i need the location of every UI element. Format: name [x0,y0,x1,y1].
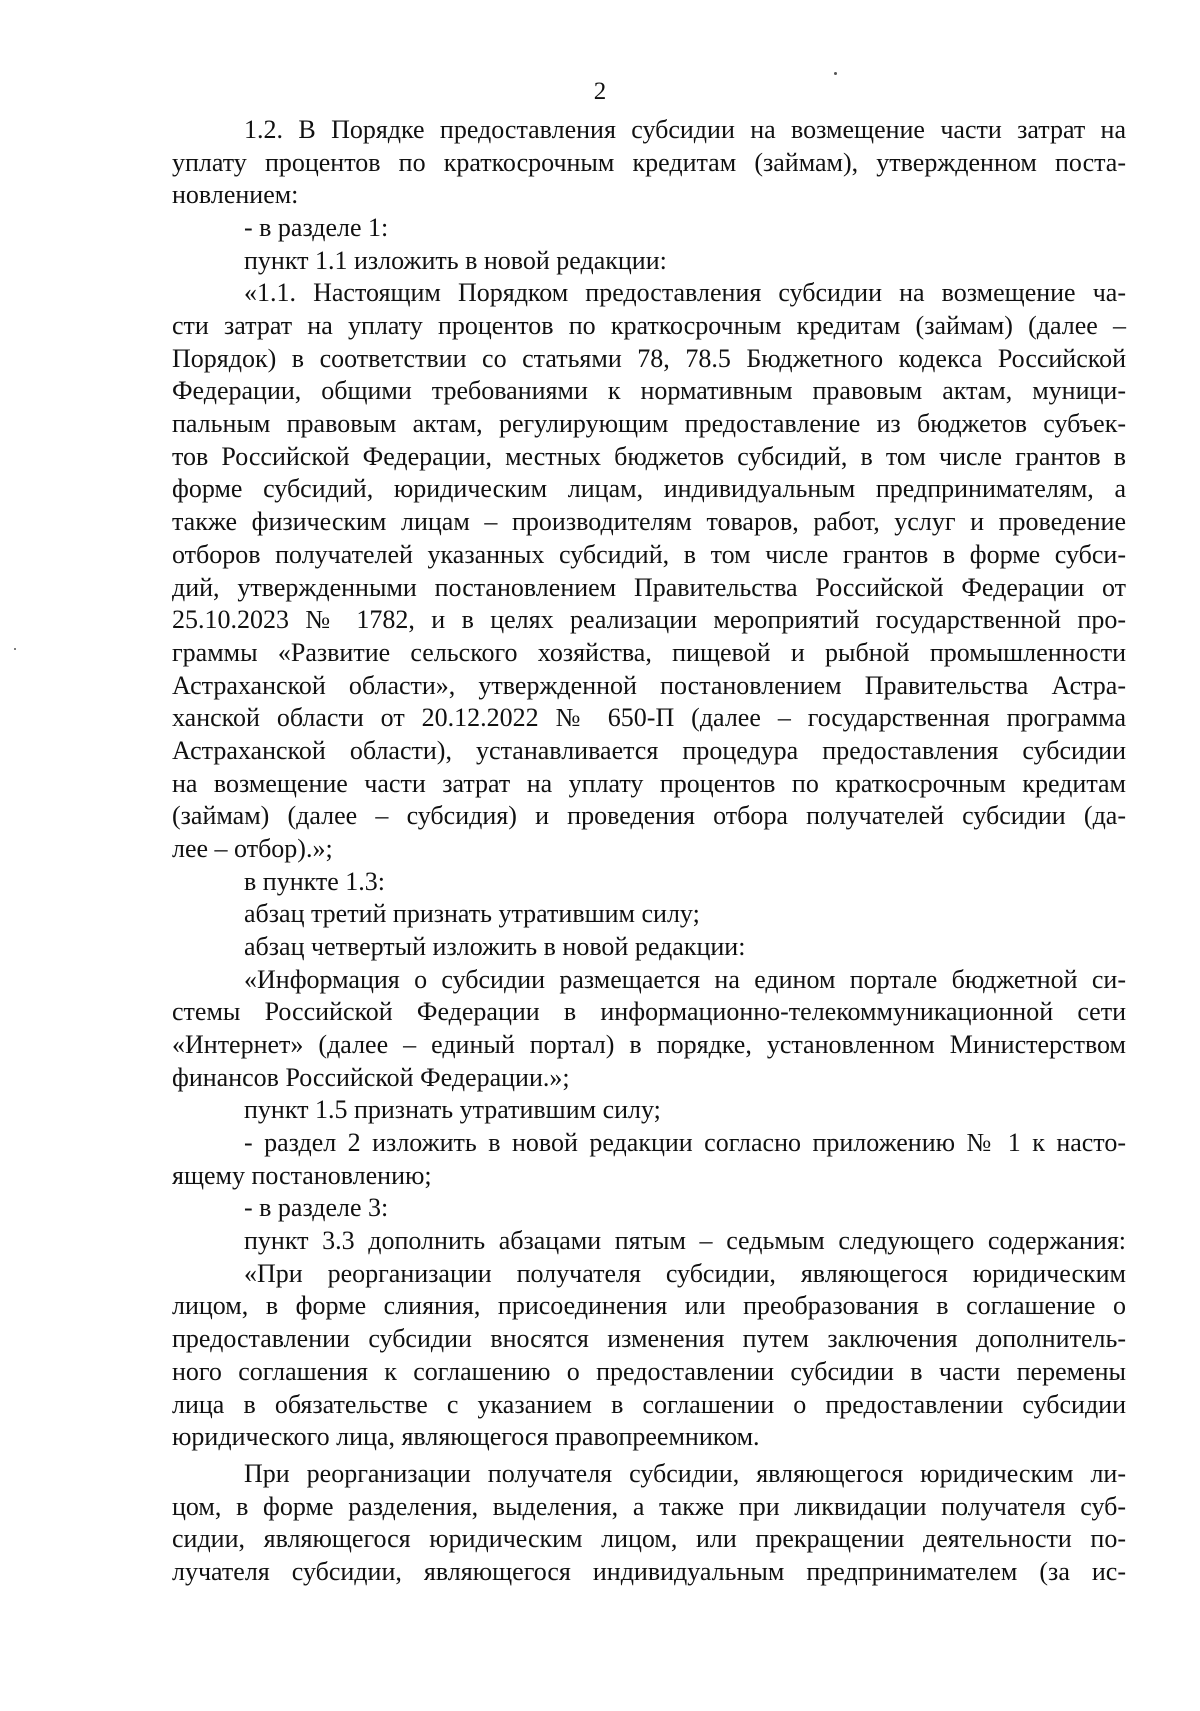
text-line: отборов получателей указанных субсидий, в том числе грантов в форме субси- [172,540,1126,569]
text-line: - в разделе 3: [244,1193,389,1222]
text-line: форме субсидий, юридическим лицам, индивидуальным предпринимателям, а [172,474,1126,503]
text-line: пункт 1.1 изложить в новой редакции: [244,246,667,275]
text-line: уплату процентов по краткосрочным кредитам (займам), утвержденном поста- [172,148,1126,177]
text-line: предоставлении субсидии вносятся изменения путем заключения дополнитель- [172,1324,1126,1353]
text-line: Астраханской области», утвержденной постановлением Правительства Астра- [172,671,1126,700]
text-line: также физическим лицам – производителям товаров, работ, услуг и проведение [172,507,1126,536]
scan-speck [834,72,837,75]
text-line: «1.1. Настоящим Порядком предоставления субсидии на возмещение ча- [244,278,1126,307]
text-line: на возмещение части затрат на уплату процентов по краткосрочным кредитам [172,769,1126,798]
text-line: абзац четвертый изложить в новой редакции: [244,932,746,961]
text-line: Порядок) в соответствии со статьями 78, 78.5 Бюджетного кодекса Российской [172,344,1126,373]
text-line: пункт 1.5 признать утратившим силу; [244,1095,661,1124]
text-line: - в разделе 1: [244,213,389,242]
text-line: лее – отбор).»; [172,834,333,863]
text-line: - раздел 2 изложить в новой редакции согласно приложению № 1 к насто- [244,1128,1126,1157]
text-line: дий, утвержденными постановлением Правительства Российской Федерации от [172,573,1126,602]
text-line: ного соглашения к соглашению о предоставлении субсидии в части перемены [172,1357,1126,1386]
text-line: 1.2. В Порядке предоставления субсидии на возмещение части затрат на [244,115,1126,144]
scan-speck [14,648,16,650]
page-number: 2 [593,78,607,105]
text-line: лучателя субсидии, являющегося индивидуальным предпринимателем (за ис- [172,1557,1126,1586]
text-line: 25.10.2023 № 1782, и в целях реализации мероприятий государственной про- [172,605,1126,634]
text-line: пункт 3.3 дополнить абзацами пятым – седьмым следующего содержания: [244,1226,1126,1255]
text-line: «При реорганизации получателя субсидии, являющегося юридическим [244,1259,1126,1288]
text-line: юридического лица, являющегося правопреемником. [172,1422,760,1451]
text-line: «Информация о субсидии размещается на едином портале бюджетной си- [244,965,1126,994]
text-line: Федерации, общими требованиями к нормативным правовым актам, муници- [172,376,1126,405]
text-line: в пункте 1.3: [244,867,386,896]
text-line: При реорганизации получателя субсидии, являющегося юридическим ли- [244,1459,1126,1488]
text-line: граммы «Развитие сельского хозяйства, пищевой и рыбной промышленности [172,638,1126,667]
text-line: (займам) (далее – субсидия) и проведения отбора получателей субсидии (да- [172,801,1126,830]
text-line: сидии, являющегося юридическим лицом, или прекращении деятельности по- [172,1524,1126,1553]
text-line: ящему постановлению; [172,1161,432,1190]
text-line: сти затрат на уплату процентов по краткосрочным кредитам (займам) (далее – [172,311,1126,340]
text-line: новлением: [172,180,299,209]
text-line: Астраханской области), устанавливается процедура предоставления субсидии [172,736,1126,765]
text-line: ханской области от 20.12.2022 № 650-П (далее – государственная программа [172,703,1126,732]
text-line: цом, в форме разделения, выделения, а также при ликвидации получателя суб- [172,1492,1126,1521]
text-line: лица в обязательстве с указанием в соглашении о предоставлении субсидии [172,1390,1126,1419]
text-line: финансов Российской Федерации.»; [172,1063,570,1092]
text-line: стемы Российской Федерации в информационно-телекоммуникационной сети [172,997,1126,1026]
text-line: пальным правовым актам, регулирующим предоставление из бюджетов субъек- [172,409,1126,438]
text-line: лицом, в форме слияния, присоединения или преобразования в соглашение о [172,1291,1126,1320]
text-line: тов Российской Федерации, местных бюджетов субсидий, в том числе грантов в [172,442,1126,471]
text-line: абзац третий признать утратившим силу; [244,899,700,928]
text-line: «Интернет» (далее – единый портал) в порядке, установленном Министерством [172,1030,1126,1059]
